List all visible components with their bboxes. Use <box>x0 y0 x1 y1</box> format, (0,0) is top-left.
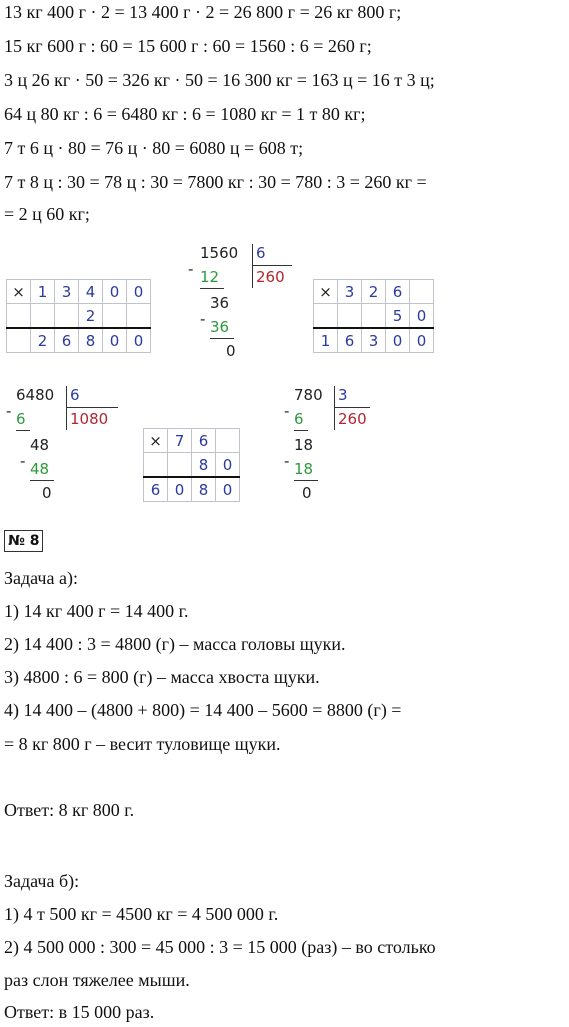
cell <box>168 453 192 478</box>
dividend: 6480 <box>16 386 55 404</box>
digit: 0 <box>216 477 240 502</box>
subtrahend: 48 <box>30 460 50 478</box>
digit: 6 <box>338 328 362 353</box>
answer-line: Ответ: в 15 000 раз. <box>4 1002 155 1022</box>
digit: 0 <box>386 328 410 353</box>
subtrahend: 6 <box>16 410 26 428</box>
cell <box>410 280 434 304</box>
answer-line: Ответ: 8 кг 800 г. <box>4 800 135 820</box>
digit: 8 <box>192 453 216 478</box>
task-line: 2) 4 500 000 : 300 = 45 000 : 3 = 15 000 (раз) – во столько <box>4 937 436 957</box>
task-heading: Задача а): <box>4 568 78 588</box>
divisor: 3 <box>338 386 348 404</box>
dividend: 780 <box>294 386 323 404</box>
digit: 3 <box>55 280 79 304</box>
digit: 0 <box>168 477 192 502</box>
cell <box>7 304 31 329</box>
long-division-1 <box>188 240 298 370</box>
long-division-2 <box>4 382 134 512</box>
digit: 2 <box>31 328 55 353</box>
task-line: 1) 4 т 500 кг = 4500 кг = 4 500 000 г. <box>4 904 279 924</box>
cell <box>362 304 386 329</box>
dividend: 1560 <box>200 244 239 262</box>
digit: 0 <box>216 453 240 478</box>
digit: 8 <box>192 477 216 502</box>
long-division-3 <box>282 382 392 512</box>
quotient: 260 <box>256 268 285 286</box>
task-line: 3) 4800 : 6 = 800 (г) – масса хвоста щуки. <box>4 667 320 687</box>
digit: 0 <box>410 328 434 353</box>
minus-sign: - <box>20 452 26 470</box>
digit: 6 <box>55 328 79 353</box>
digit: 6 <box>386 280 410 304</box>
quotient: 260 <box>338 410 367 428</box>
equation-line: 7 т 8 ц : 30 = 78 ц : 30 = 7800 кг : 30 = 780 : 3 = 260 кг = <box>4 172 427 192</box>
subtrahend: 12 <box>200 268 220 286</box>
final-remainder: 0 <box>302 484 312 502</box>
cell <box>31 304 55 329</box>
multiplication-grid-2 <box>313 279 434 353</box>
cell <box>7 328 31 353</box>
digit: 2 <box>362 280 386 304</box>
subtrahend: 36 <box>210 318 230 336</box>
digit: 8 <box>79 328 103 353</box>
minus-sign: - <box>188 260 194 278</box>
task-line: 4) 14 400 – (4800 + 800) = 14 400 – 5600 = 8800 (г) = <box>4 700 402 720</box>
mult-sign: × <box>314 280 338 304</box>
task-line: 1) 14 кг 400 г = 14 400 г. <box>4 601 189 621</box>
cell <box>216 429 240 453</box>
remainder: 48 <box>30 436 50 454</box>
equation-line: = 2 ц 60 кг; <box>4 204 90 224</box>
mult-sign: × <box>7 280 31 304</box>
task-line: 2) 14 400 : 3 = 4800 (г) – масса головы щуки. <box>4 634 346 654</box>
digit: 0 <box>410 304 434 329</box>
cell <box>338 304 362 329</box>
digit: 0 <box>103 280 127 304</box>
digit: 1 <box>314 328 338 353</box>
multiplication-grid-3 <box>143 428 240 502</box>
digit: 4 <box>79 280 103 304</box>
digit: 0 <box>127 280 151 304</box>
digit: 6 <box>192 429 216 453</box>
digit: 1 <box>31 280 55 304</box>
minus-sign: - <box>284 452 290 470</box>
equation-line: 13 кг 400 г · 2 = 13 400 г · 2 = 26 800 г = 26 кг 800 г; <box>4 2 402 22</box>
cell <box>103 304 127 329</box>
remainder: 36 <box>210 294 230 312</box>
remainder: 18 <box>294 436 314 454</box>
digit: 6 <box>144 477 168 502</box>
divisor: 6 <box>70 386 80 404</box>
subtrahend: 18 <box>294 460 314 478</box>
final-remainder: 0 <box>226 342 236 360</box>
digit: 3 <box>362 328 386 353</box>
digit: 5 <box>386 304 410 329</box>
minus-sign: - <box>284 402 290 420</box>
cell <box>127 304 151 329</box>
digit: 2 <box>79 304 103 329</box>
equation-line: 7 т 6 ц · 80 = 76 ц · 80 = 6080 ц = 608 т; <box>4 138 304 158</box>
multiplication-grid-1 <box>6 279 151 353</box>
digit: 0 <box>103 328 127 353</box>
cell <box>314 304 338 329</box>
digit: 7 <box>168 429 192 453</box>
divisor: 6 <box>256 244 266 262</box>
quotient: 1080 <box>70 410 109 428</box>
task-number-badge: № 8 <box>4 530 43 552</box>
task-line: раз слон тяжелее мыши. <box>4 970 190 990</box>
task-heading: Задача б): <box>4 871 80 891</box>
digit: 0 <box>127 328 151 353</box>
subtrahend: 6 <box>294 410 304 428</box>
equation-line: 3 ц 26 кг · 50 = 326 кг · 50 = 16 300 кг = 163 ц = 16 т 3 ц; <box>4 70 435 90</box>
minus-sign: - <box>200 310 206 328</box>
digit: 3 <box>338 280 362 304</box>
equation-line: 15 кг 600 г : 60 = 15 600 г : 60 = 1560 : 6 = 260 г; <box>4 36 372 56</box>
mult-sign: × <box>144 429 168 453</box>
cell <box>144 453 168 478</box>
equation-line: 64 ц 80 кг : 6 = 6480 кг : 6 = 1080 кг = 1 т 80 кг; <box>4 104 366 124</box>
cell <box>55 304 79 329</box>
task-line: = 8 кг 800 г – весит туловище щуки. <box>4 734 281 754</box>
minus-sign: - <box>6 402 12 420</box>
final-remainder: 0 <box>42 484 52 502</box>
